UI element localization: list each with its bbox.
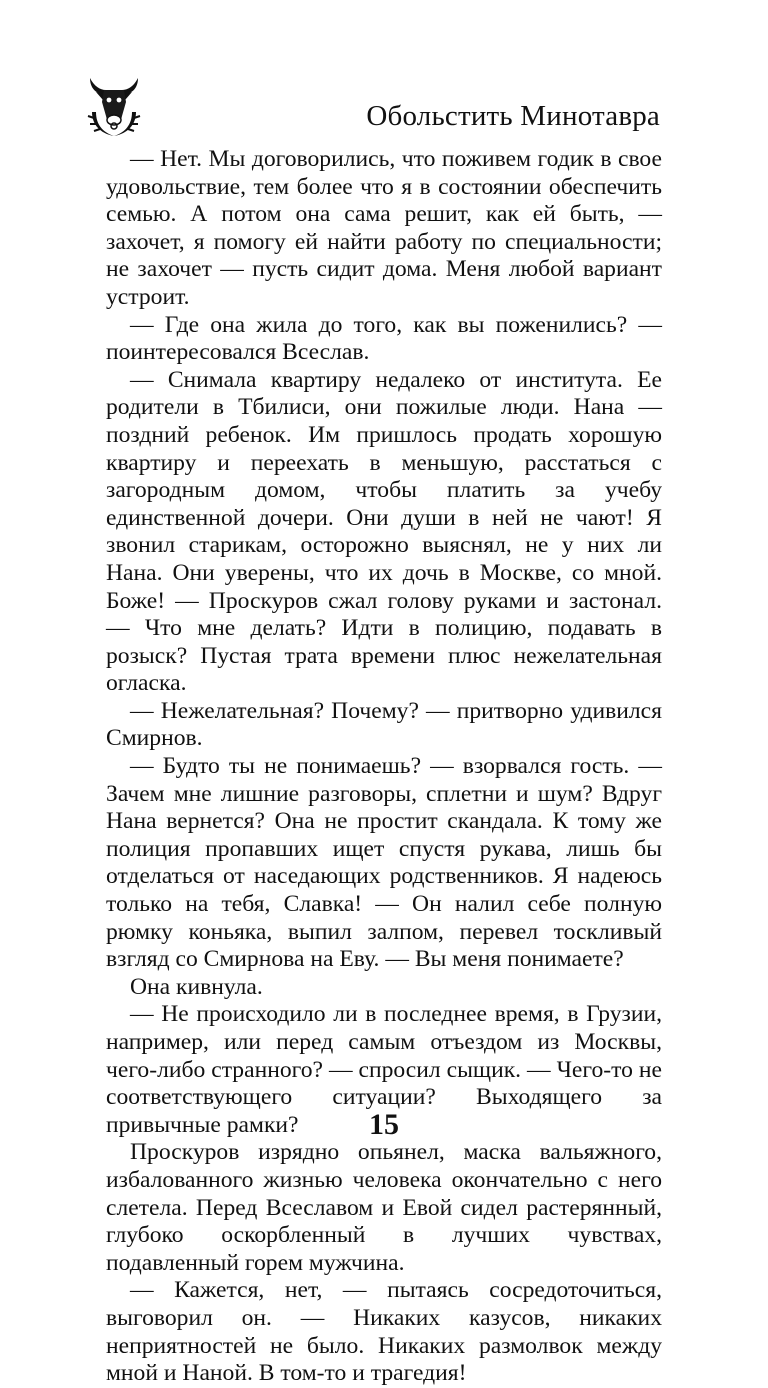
paragraph: — Где она жила до того, как вы поженились? — поинтересовался Всеслав. (106, 311, 662, 366)
paragraph: Она кивнула. (130, 973, 263, 1000)
bull-head-emblem-icon (84, 72, 144, 140)
paragraph: — Не происходило ли в последнее время, в Грузии, например, или перед самым отъездом из Москвы, чего-либо странного? — спросил сыщик. — Чего-то не соответствующего ситуации? Выходящего за привычные рамки? (106, 1001, 662, 1138)
paragraph: — Снимала квартиру недалеко от института. Ее родители в Тбилиси, они пожилые люди. Нана — поздний ребенок. Им пришлось продать хорошую квартиру и переехать в меньшую, расстаться с загородным домом, чтобы платить за учебу единственной дочери. Они души в ней не чают! Я звонил старикам, осторожно выяснял, не у них ли Нана. Они уверены, что их дочь в Москве, со мной. Боже! — Проскуров сжал голову руками и застонал. — Что мне делать? Идти в полицию, подавать в розыск? Пустая трата времени плюс нежелательная огласка. (106, 366, 662, 697)
paragraph: Проскуров изрядно опьянел, маска вальяжного, избалованного жизнью человека окончательно с него слетела. Перед Всеславом и Евой сидел растерянный, глубоко оскорбленный в лучших чувствах, подавленный горем мужчина. (106, 1139, 662, 1276)
running-title: Обольстить Минотавра (366, 100, 660, 132)
paragraph: — Кажется, нет, — пытаясь сосредоточиться, выговорил он. — Никаких казусов, никаких неприятностей не было. Никаких размолвок между мной и Наной. В том-то и трагедия! (106, 1277, 662, 1387)
paragraph: — Нет. Мы договорились, что поживем годик в свое удовольствие, тем более что я в состоянии обеспечить семью. А потом она сама решит, как ей быть, — захочет, я помогу ей найти работу по специальности; не захочет — пусть сидит дома. Меня любой вариант устроит. (106, 146, 662, 310)
paragraph: — Будто ты не понимаешь? — взорвался гость. — Зачем мне лишние разговоры, сплетни и шум? Вдруг Нана вернется? Она не простит скандала. К тому же полиция пропавших ищет спустя рукава, лишь бы отделаться от наседающих родственников. Я надеюсь только на тебя, Славка! — Он налил себе полную рюмку коньяка, выпил залпом, перевел тоскливый взгляд со Смирнова на Еву. — Вы меня понимаете? (106, 753, 662, 973)
paragraph: — Нежелательная? Почему? — притворно удивился Смирнов. (106, 697, 662, 752)
body-text (106, 146, 662, 1388)
page-number: 15 (369, 1108, 399, 1141)
